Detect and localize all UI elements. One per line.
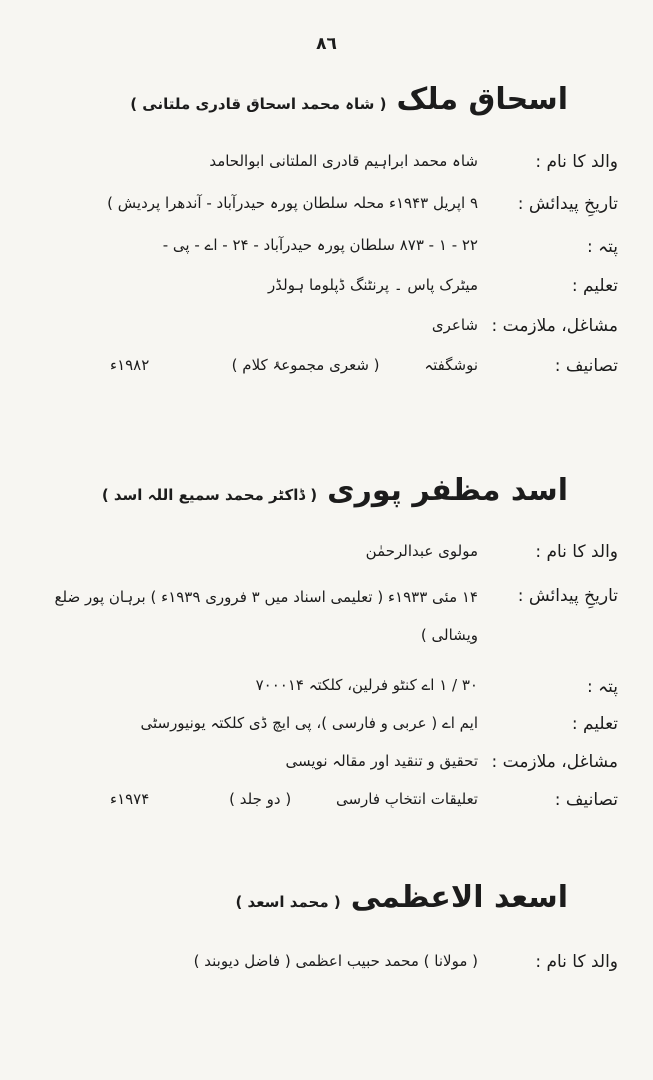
- work-title: تعلیقات انتخابِ فارسی: [335, 790, 478, 808]
- field-value: ۱۴ مئی ۱۹۳۳ء ( تعلیمی اسناد میں ۳ فروری ۱۹۳۹ء ) برہان پور ضلع ویشالی ): [54, 588, 478, 644]
- work-year: ۱۹۸۲ء: [110, 356, 150, 374]
- entry-alias: ( شاہ محمد اسحاق قادری ملتانی ): [130, 95, 387, 113]
- field-row: [20, 676, 628, 706]
- field-value: ایم اے ( عربی و فارسی )، پی ایچ ڈی کلکتہ یونیورسٹی: [140, 714, 478, 732]
- field-label: تعلیم :: [571, 714, 618, 734]
- field-label: والد کا نام :: [535, 952, 618, 972]
- entry-alias: ( ڈاکٹر محمد سمیع اللہ اسد ): [101, 486, 318, 504]
- work-note: ( دو جلد ): [229, 790, 292, 808]
- field-row: [20, 714, 628, 744]
- field-value: ۳۰ / ۱ اے کنٹو فرلین، کلکتہ ۷۰۰۰۱۴: [255, 676, 478, 694]
- entry-heading: [235, 880, 568, 915]
- field-label: والد کا نام :: [535, 152, 618, 172]
- field-value: ۹ اپریل ۱۹۴۳ء محلہ سلطان پورہ حیدرآباد - آندھرا پردیش ): [107, 194, 478, 212]
- entry-heading: [130, 82, 568, 117]
- field-label: مشاغل، ملازمت :: [491, 316, 618, 336]
- field-value: میٹرک پاس ۔ پرنٹنگ ڈپلوما ہولڈر: [268, 276, 478, 294]
- field-label: تاریخِ پیدائش :: [517, 586, 618, 606]
- work-note: ( شعری مجموعۂ کلام ): [231, 356, 380, 374]
- field-row: [20, 542, 628, 572]
- field-label: مشاغل، ملازمت :: [491, 752, 618, 772]
- entry-alias: ( محمد اسعد ): [235, 893, 341, 911]
- field-row: [20, 152, 628, 182]
- entry-name: اسحاق ملک: [396, 82, 568, 117]
- field-label: پتہ :: [587, 237, 618, 257]
- field-value: [20, 356, 478, 374]
- field-label: تعلیم :: [571, 276, 618, 296]
- field-label: پتہ :: [587, 677, 618, 697]
- field-value: تحقیق و تنقید اور مقالہ نویسی: [285, 752, 478, 770]
- field-row: [20, 752, 628, 782]
- field-row: [20, 790, 628, 820]
- field-value: [20, 790, 478, 808]
- field-value: ۲۲ - ۱ - ۸۷۳ سلطان پورہ حیدرآباد - ۲۴ - اے - پی -: [162, 236, 478, 254]
- field-row: [20, 316, 628, 346]
- page-number: ٨٦: [316, 34, 337, 54]
- field-row: [20, 194, 628, 224]
- work-year: ۱۹۷۴ء: [110, 790, 150, 808]
- field-label: تصانیف :: [554, 790, 618, 810]
- entry-name: اسعد الاعظمی: [350, 880, 568, 915]
- field-value: شاعری: [431, 316, 478, 334]
- field-label: والد کا نام :: [535, 542, 618, 562]
- field-value: مولوی عبدالرحمٰن: [365, 542, 478, 560]
- field-row: [20, 586, 628, 656]
- entry-heading: [102, 473, 568, 508]
- field-row: [20, 356, 628, 386]
- field-value: شاہ محمد ابراہیم قادری الملتانی ابوالحامد: [209, 152, 478, 170]
- field-row: [20, 276, 628, 306]
- field-row: [20, 952, 628, 982]
- field-value: ( مولانا ) محمد حبیب اعظمی ( فاضل دیوبند ): [193, 952, 478, 970]
- field-label: تاریخِ پیدائش :: [517, 194, 618, 214]
- entry-name: اسد مظفر پوری: [327, 473, 568, 508]
- work-title: نوشگفتہ: [424, 356, 478, 374]
- field-row: [20, 236, 628, 266]
- field-label: تصانیف :: [554, 356, 618, 376]
